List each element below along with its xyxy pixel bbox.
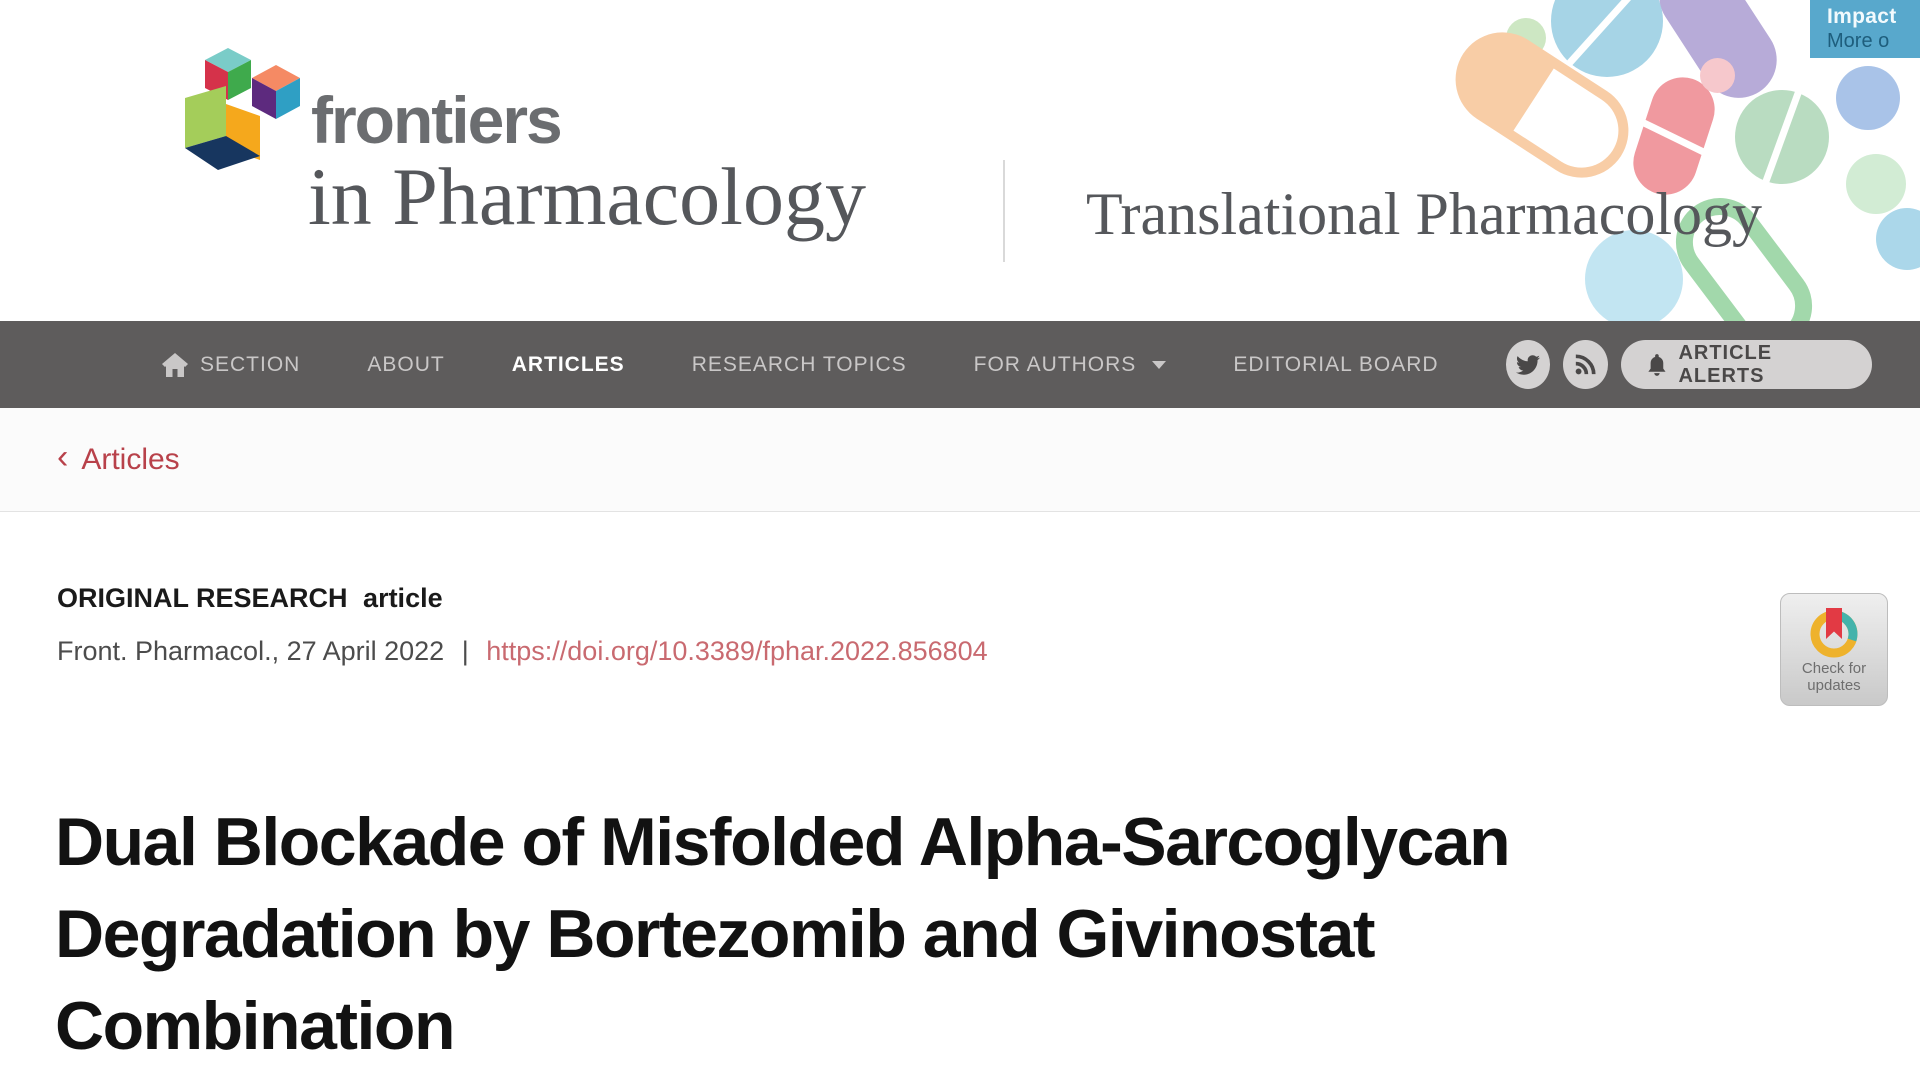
article-title-line1: Dual Blockade of Misfolded Alpha-Sarcoglycan — [55, 804, 1510, 880]
article-type-suffix: article — [363, 583, 443, 613]
meta-separator: | — [461, 636, 469, 666]
nav-label-about: ABOUT — [367, 352, 445, 376]
nav-label-editorial-board: EDITORIAL BOARD — [1233, 352, 1439, 376]
impact-factor-banner[interactable] — [1810, 0, 1920, 58]
rss-icon — [1574, 354, 1596, 376]
article-alerts-button[interactable] — [1621, 340, 1872, 389]
rss-button[interactable] — [1563, 340, 1608, 389]
chevron-left-icon: ‹ — [57, 437, 69, 476]
twitter-button[interactable] — [1506, 340, 1551, 389]
nav-item-for-authors[interactable] — [974, 353, 1167, 377]
bell-icon — [1647, 353, 1667, 377]
nav-item-section[interactable] — [162, 353, 300, 377]
masthead-divider — [1003, 160, 1005, 262]
home-icon — [162, 353, 188, 377]
masthead — [0, 0, 1920, 321]
frontiers-cubes-logo[interactable] — [172, 42, 302, 172]
article-type: ORIGINAL RESEARCH — [57, 583, 348, 613]
check-for-updates-badge[interactable] — [1780, 593, 1888, 706]
section-name[interactable]: Translational Pharmacology — [1086, 181, 1763, 247]
journal-name[interactable]: in Pharmacology — [308, 151, 866, 242]
article-type-line — [57, 583, 443, 614]
frontiers-wordmark[interactable]: frontiers — [311, 83, 561, 157]
citation-text: Front. Pharmacol., 27 April 2022 — [57, 636, 445, 666]
crossmark-text-line2: updates — [1807, 676, 1861, 694]
breadcrumb-bar — [0, 408, 1920, 512]
nav-item-editorial-board[interactable] — [1233, 353, 1438, 377]
crossmark-text-line1: Check for — [1801, 659, 1867, 677]
nav-label-articles: ARTICLES — [511, 352, 625, 376]
doi-link[interactable]: https://doi.org/10.3389/fphar.2022.856804 — [486, 636, 988, 666]
impact-banner-line2: More o — [1827, 30, 1890, 52]
twitter-icon — [1516, 353, 1540, 377]
pill-circle-pink-small — [1700, 58, 1735, 93]
pill-circle-periwinkle — [1836, 66, 1900, 130]
article-meta-line — [57, 636, 988, 667]
nav-item-about[interactable] — [367, 353, 444, 377]
crossmark-icon — [1805, 606, 1863, 660]
article-title — [55, 796, 1805, 1072]
dropdown-caret-icon — [1152, 361, 1166, 369]
breadcrumb[interactable] — [57, 408, 180, 511]
article-title-line3: Combination — [55, 988, 455, 1064]
nav-item-articles[interactable] — [512, 353, 625, 377]
article-title-line2: Degradation by Bortezomib and Givinostat — [55, 896, 1375, 972]
nav-label-section: SECTION — [200, 352, 301, 376]
nav-item-research-topics[interactable] — [692, 353, 907, 377]
nav-right-actions — [1506, 340, 1872, 389]
tablet-green-icon — [1735, 90, 1829, 184]
article-alerts-label: ARTICLE ALERTS — [1678, 341, 1773, 387]
nav-label-for-authors: FOR AUTHORS — [973, 352, 1137, 376]
breadcrumb-label: Articles — [81, 442, 180, 476]
nav-label-research-topics: RESEARCH TOPICS — [691, 352, 907, 376]
pill-circle-green2 — [1846, 154, 1906, 214]
main-navigation — [0, 321, 1920, 408]
pill-circle-blue-right — [1876, 208, 1920, 270]
impact-banner-line1: Impact — [1827, 5, 1897, 28]
